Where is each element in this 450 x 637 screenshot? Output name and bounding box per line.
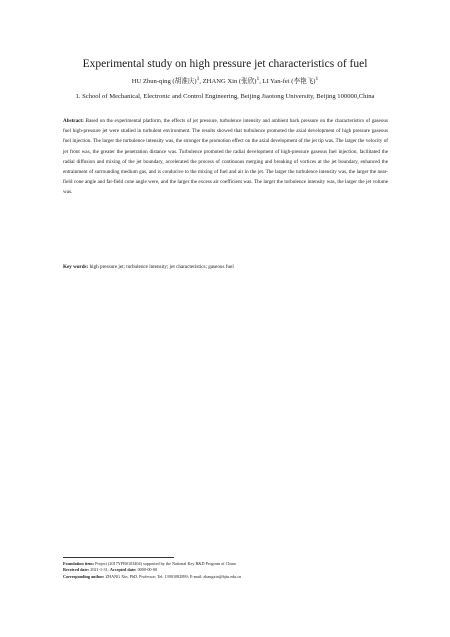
author-name: LI Yan-fei (李艳飞): [262, 78, 316, 86]
footnote-text: ZHANG Xin, PhD, Professor; Tel: 13901082899; E-mail: zhangxin@bjtu.edu.cn: [105, 573, 242, 579]
footnote-divider: [63, 557, 174, 558]
abstract-text: Based on the experimental platform, the effects of jet pressure, turbulence intensity and ambient back pressure on the characteristics of gaseous fuel high-pressure jet were studied in turbulent environment. The results showed that turbulence promoted the axial development of high pressure gaseous fuel injection. The larger the turbulence intensity was, the stronger the promotion effect on the axial development of the jet tip was. The larger the velocity of jet front was, the greater the penetration distance was. Turbulence promoted the radial development of high-pressure gaseous fuel injection, facilitated the radial diffusion and mixing of the jet boundary, accelerated the process of continuous merging and breaking of vortices at the jet boundary, enhanced the entrainment of surrounding medium gas, and is conducive to the mixing of fuel and air in the jet. The larger the turbulence intensity was, the larger the near-field cone angle and far-field cone angle were, and the larger the excess air coefficient was. The larger the turbulence intensity was, the larger the jet volume was.: [63, 118, 388, 196]
footnote-text: 2021-1-31;: [90, 567, 109, 573]
footnote-corresponding: [63, 574, 388, 580]
author-name: HU Zhun-qing (胡准庆): [131, 78, 197, 86]
keywords-label: Key words:: [63, 264, 89, 270]
footnote-label: Accepted date:: [109, 567, 137, 573]
footnote-label: Foundation item:: [63, 561, 95, 566]
footnote-label: Received date:: [63, 567, 90, 573]
abstract: [63, 116, 388, 198]
footnote-text: 0000-00-00: [137, 567, 158, 573]
footnote-label: Corresponding author:: [63, 573, 105, 579]
author-name: ZHANG Xin (张欣): [202, 78, 257, 86]
abstract-label: Abstract:: [63, 118, 84, 124]
affiliation: 1. School of Mechanical, Electronic and Control Engineering, Beijing Jiaotong University, Beijing 100000,China: [75, 93, 375, 100]
footnote-text: Project (2017YFB0103404) supported by the National Key R&D Program of China: [95, 561, 236, 566]
footnotes: [63, 561, 388, 580]
author-affiliation-mark: 1: [256, 76, 260, 82]
author-affiliation-mark: 1: [315, 76, 319, 82]
keywords: [63, 263, 388, 271]
author-list: HU Zhun-qing (胡准庆)$^1$, ZHANG Xin (张欣)$^1$, LI Yan-fei (李艳飞)$^1$: [131, 76, 319, 86]
keywords-text: high pressure jet; turbulence intensity; jet characteristics; gaseous fuel: [89, 264, 234, 270]
paper-title: Experimental study on high pressure jet characteristics of fuel: [82, 58, 368, 70]
author-affiliation-mark: 1: [196, 76, 200, 82]
